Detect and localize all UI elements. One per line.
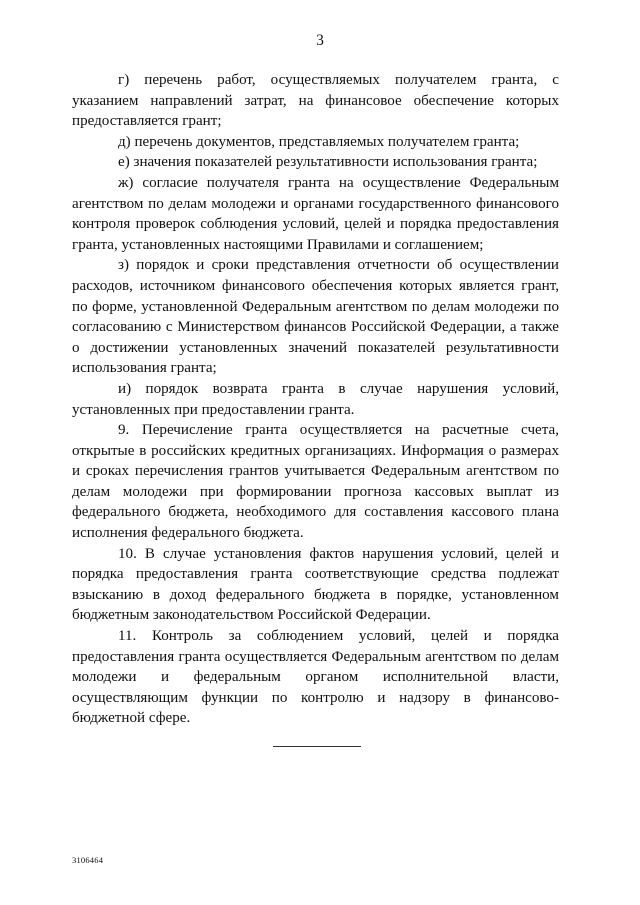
paragraph-9: 9. Перечисление гранта осуществляется на расчетные счета, открытые в российских кредитных организациях. Информация о размерах и сроках перечисления грантов учитывается Федеральным агентством по делам молодежи при формировании прогноза кассовых выплат из федерального бюджета, необходимого для составления кассового плана исполнения федерального бюджета. bbox=[72, 422, 559, 542]
paragraph-item-zh: ж) согласие получателя гранта на осуществление Федеральным агентством по делам молодежи и органами государственного финансового контроля проверок соблюдения условий, целей и порядка предоставления гранта, установленных настоящими Правилами и соглашением; bbox=[72, 174, 559, 253]
page-number: 3 bbox=[316, 32, 324, 49]
paragraph-item-z: з) порядок и сроки представления отчетности об осуществлении расходов, источником финансового обеспечения которых является грант, по форме, установленной Федеральным агентством по делам молодежи по согласованию с Министерством финансов Российской Федерации, а также о достижении установленных значений показателей результативности использования гранта; bbox=[72, 257, 559, 377]
paragraph-11: 11. Контроль за соблюдением условий, целей и порядка предоставления гранта осуществляется Федеральным агентством по делам молодежи и федеральным органом исполнительной власти, осуществляющим функции по контролю и надзору в финансово-бюджетной сфере. bbox=[72, 628, 559, 727]
paragraph-item-i: и) порядок возврата гранта в случае нарушения условий, установленных при предоставлении гранта. bbox=[72, 380, 559, 418]
end-divider bbox=[273, 746, 361, 747]
paragraph-item-e: е) значения показателей результативности использования гранта; bbox=[118, 154, 538, 171]
document-body bbox=[72, 70, 559, 729]
paragraph-item-d: д) перечень документов, представляемых получателем гранта; bbox=[118, 133, 520, 150]
document-code: 3106464 bbox=[72, 855, 104, 865]
paragraph-10: 10. В случае установления фактов нарушения условий, целей и порядка предоставления гранта соответствующие средства подлежат взысканию в доход федерального бюджета в порядке, установленном бюджетным законодательством Российской Федерации. bbox=[72, 545, 559, 624]
paragraph-item-g: г) перечень работ, осуществляемых получателем гранта, с указанием направлений затрат, на финансовое обеспечение которых предоставляется грант; bbox=[72, 72, 559, 130]
